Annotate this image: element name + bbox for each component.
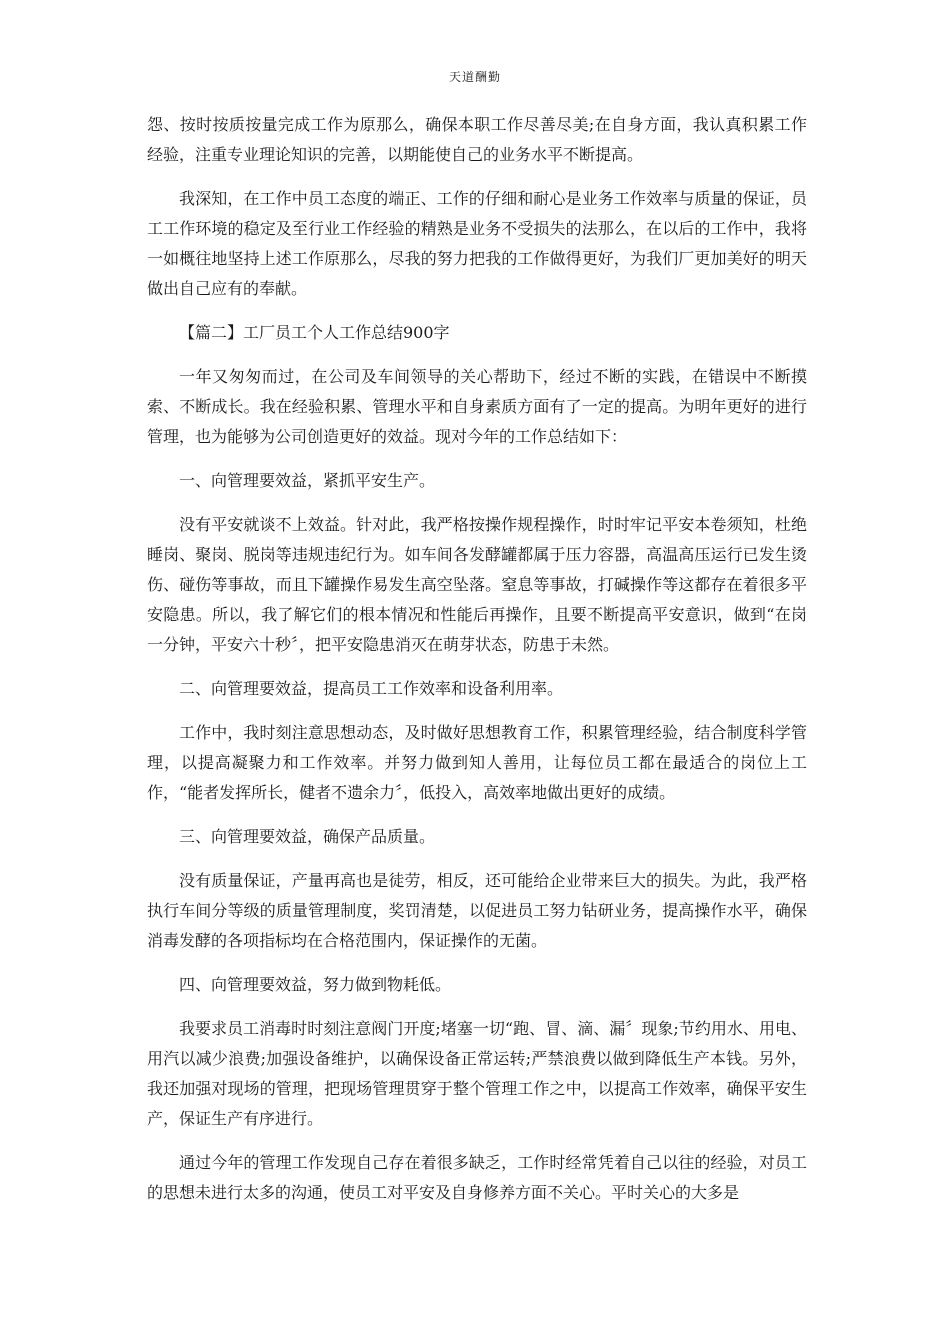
paragraph: 一年又匆匆而过，在公司及车间领导的关心帮助下，经过不断的实践，在错误中不断摸索、不断成长。我在经验积累、管理水平和自身素质方面有了一定的提高。为明年更好的进行管理，也为能够为公司创造更好的效益。现对今年的工作总结如下： xyxy=(147,367,807,446)
paragraph: 没有质量保证，产量再高也是徒劳，相反，还可能给企业带来巨大的损失。为此，我严格执行车间分等级的质量管理制度，奖罚清楚，以促进员工努力钻研业务，提高操作水平，确保消毒发酵的各项指标均在合格范围内，保证操作的无菌。 xyxy=(147,871,807,950)
page-header: 天道酬勤 xyxy=(448,70,501,84)
paragraph: 工作中，我时刻注意思想动态，及时做好思想教育工作，积累管理经验，结合制度科学管理，以提高凝聚力和工作效率。并努力做到知人善用，让每位员工都在最适合的岗位上工作，“能者发挥所长，健者不遗余力〞，低投入，高效率地做出更好的成绩。 xyxy=(147,723,807,802)
subsection-heading: 二、向管理要效益，提高员工工作效率和设备利用率。 xyxy=(179,679,564,698)
paragraph-continuation: 怨、按时按质按量完成工作为原那么，确保本职工作尽善尽美;在自身方面，我认真积累工作经验，注重专业理论知识的完善，以期能使自己的业务水平不断提高。 xyxy=(147,115,807,164)
section-title: 【篇二】工厂员工个人工作总结900字 xyxy=(179,323,450,342)
subsection-heading: 四、向管理要效益，努力做到物耗低。 xyxy=(179,975,452,994)
paragraph: 通过今年的管理工作发现自己存在着很多缺乏，工作时经常凭着自己以往的经验，对员工的思想未进行太多的沟通，使员工对平安及自身修养方面不关心。平时关心的大多是 xyxy=(147,1153,807,1202)
paragraph: 我深知，在工作中员工态度的端正、工作的仔细和耐心是业务工作效率与质量的保证，员工工作环境的稳定及至行业工作经验的精熟是业务不受损失的法那么，在以后的工作中，我将一如概往地坚持上述工作原那么，尽我的努力把我的工作做得更好，为我们厂更加美好的明天做出自己应有的奉献。 xyxy=(147,189,807,298)
document-body xyxy=(147,110,807,1208)
subsection-heading: 一、向管理要效益，紧抓平安生产。 xyxy=(179,471,436,490)
subsection-heading: 三、向管理要效益，确保产品质量。 xyxy=(179,827,436,846)
paragraph: 我要求员工消毒时时刻注意阀门开度;堵塞一切“跑、冒、滴、漏〞现象;节约用水、用电、用汽以减少浪费;加强设备维护，以确保设备正常运转;严禁浪费以做到降低生产本钱。另外，我还加强对现场的管理，把现场管理贯穿于整个管理工作之中，以提高工作效率，确保平安生产，保证生产有序进行。 xyxy=(147,1019,807,1128)
paragraph: 没有平安就谈不上效益。针对此，我严格按操作规程操作，时时牢记平安本卷须知，杜绝睡岗、聚岗、脱岗等违规违纪行为。如车间各发酵罐都属于压力容器，高温高压运行已发生烫伤、碰伤等事故，而且下罐操作易发生高空坠落。窒息等事故，打碱操作等这都存在着很多平安隐患。所以，我了解它们的根本情况和性能后再操作，且要不断提高平安意识，做到“在岗一分钟，平安六十秒〞，把平安隐患消灭在萌芽状态，防患于未然。 xyxy=(147,515,807,654)
